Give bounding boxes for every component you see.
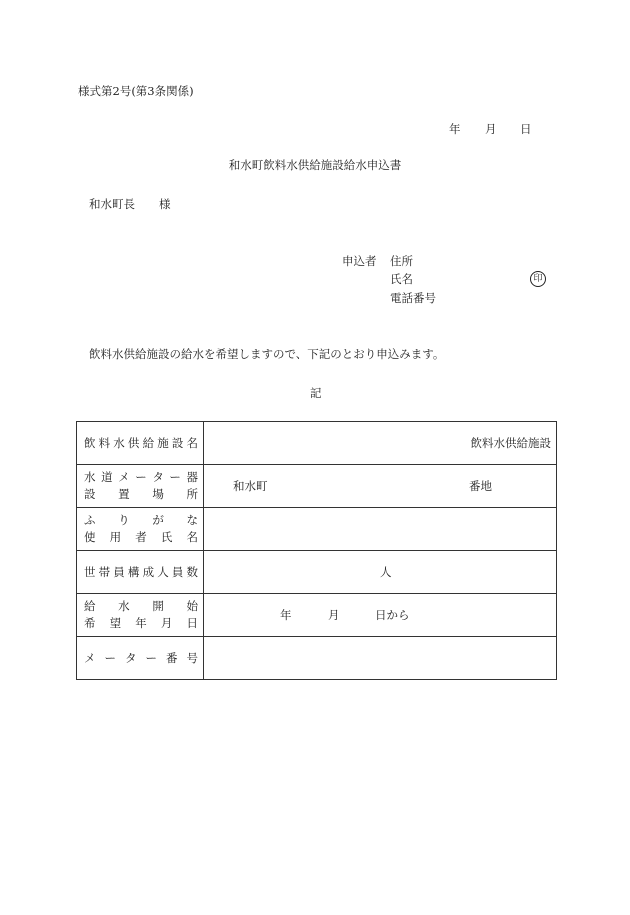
banchi-label: 番地: [469, 479, 492, 493]
household-count-label: [77, 551, 204, 594]
document-title: 和水町飲料水供給施設給水申込書: [228, 158, 402, 172]
label-line: [84, 529, 198, 546]
facility-name-label: [77, 422, 204, 465]
label-char: 供: [127, 435, 140, 450]
label-char: 年: [135, 616, 147, 630]
label-char: 水: [84, 470, 96, 484]
label-char: メ: [84, 650, 96, 665]
label-char: 器: [186, 470, 198, 484]
table-row: [77, 465, 557, 508]
label-line: [84, 564, 198, 581]
table-row: [77, 594, 557, 637]
label-char: メ: [118, 470, 130, 484]
start-date-label: [77, 594, 204, 637]
label-char: ー: [145, 650, 157, 665]
applicant-name-label: 氏名: [390, 272, 413, 286]
label-char: が: [152, 513, 164, 527]
label-char: 名: [186, 435, 198, 450]
start-year-label: 年: [280, 608, 292, 622]
facility-name-value: [204, 422, 557, 465]
table-row: [77, 637, 557, 680]
label-char: 水: [118, 599, 130, 613]
date-year-label: 年: [449, 122, 461, 136]
label-char: 番: [166, 650, 178, 665]
label-char: 水: [113, 435, 125, 450]
label-char: 構: [127, 564, 140, 579]
body-text: 飲料水供給施設の給水を希望しますので、下記のとおり申込みます。: [89, 347, 445, 361]
label-char: 所: [186, 487, 198, 501]
label-line: [84, 469, 198, 486]
label-char: 始: [186, 599, 198, 613]
table-row: [77, 551, 557, 594]
meter-number-label: [77, 637, 204, 680]
label-char: 世: [84, 564, 96, 579]
label-char: 希: [84, 616, 96, 630]
addressee-name: 和水町長: [89, 197, 135, 211]
label-char: ふ: [84, 513, 96, 527]
label-char: 設: [84, 487, 96, 501]
start-date-value[interactable]: [204, 594, 557, 637]
facility-name-text: 飲料水供給施設: [470, 436, 551, 450]
table-row: [77, 508, 557, 551]
user-name-value[interactable]: [204, 508, 557, 551]
label-char: 道: [101, 470, 113, 484]
household-count-value[interactable]: [204, 551, 557, 594]
start-month-label: 月: [328, 608, 340, 622]
label-char: 員: [113, 564, 125, 579]
applicant-phone-label: 電話番号: [390, 291, 436, 305]
label-char: ー: [104, 650, 116, 665]
ki-heading: 記: [310, 386, 322, 400]
label-char: な: [186, 513, 198, 527]
addressee-honorific: 様: [159, 197, 171, 211]
town-name: 和水町: [233, 479, 268, 493]
user-name-label: [77, 508, 204, 551]
start-day-from-label: 日から: [375, 608, 410, 622]
label-char: 月: [160, 616, 173, 630]
label-char: 名: [186, 530, 198, 544]
label-char: ー: [169, 470, 181, 484]
persons-unit: 人: [380, 565, 392, 579]
label-char: 飲: [84, 435, 96, 450]
label-char: 日: [186, 616, 198, 630]
label-char: 使: [84, 530, 96, 544]
meter-location-value: [204, 465, 557, 508]
label-char: 員: [171, 564, 184, 579]
label-char: 給: [84, 599, 96, 613]
label-line: [84, 615, 198, 632]
label-char: 置: [118, 487, 130, 501]
label-char: 施: [157, 435, 169, 450]
label-char: 開: [152, 599, 164, 613]
form-number: 様式第2号(第3条関係): [78, 84, 194, 98]
label-char: 数: [186, 564, 198, 579]
label-char: 成: [142, 564, 155, 579]
label-char: 料: [98, 435, 111, 450]
label-line: [84, 512, 198, 529]
label-char: 用: [109, 530, 122, 544]
label-line: [84, 435, 198, 452]
applicant-address-label: 住所: [390, 254, 413, 268]
label-char: タ: [125, 650, 137, 665]
label-char: 帯: [98, 564, 111, 579]
label-char: り: [118, 513, 130, 527]
application-table: [76, 421, 557, 680]
label-char: 人: [157, 564, 169, 579]
meter-location-label: [77, 465, 204, 508]
applicant-label: 申込者: [342, 254, 377, 268]
meter-number-value[interactable]: [204, 637, 557, 680]
label-char: 者: [135, 530, 147, 544]
label-char: 場: [152, 487, 164, 501]
table-row: [77, 422, 557, 465]
label-line: [84, 598, 198, 615]
label-line: [84, 486, 198, 503]
date-day-label: 日: [520, 122, 532, 136]
label-char: 氏: [160, 530, 173, 544]
label-char: 給: [142, 435, 155, 450]
label-char: タ: [152, 470, 164, 484]
label-char: 望: [109, 616, 122, 630]
label-char: 設: [171, 435, 184, 450]
label-line: [84, 650, 198, 667]
date-month-label: 月: [485, 122, 497, 136]
seal-mark: 印: [530, 271, 546, 287]
label-char: ー: [135, 470, 147, 484]
label-char: 号: [186, 650, 198, 665]
